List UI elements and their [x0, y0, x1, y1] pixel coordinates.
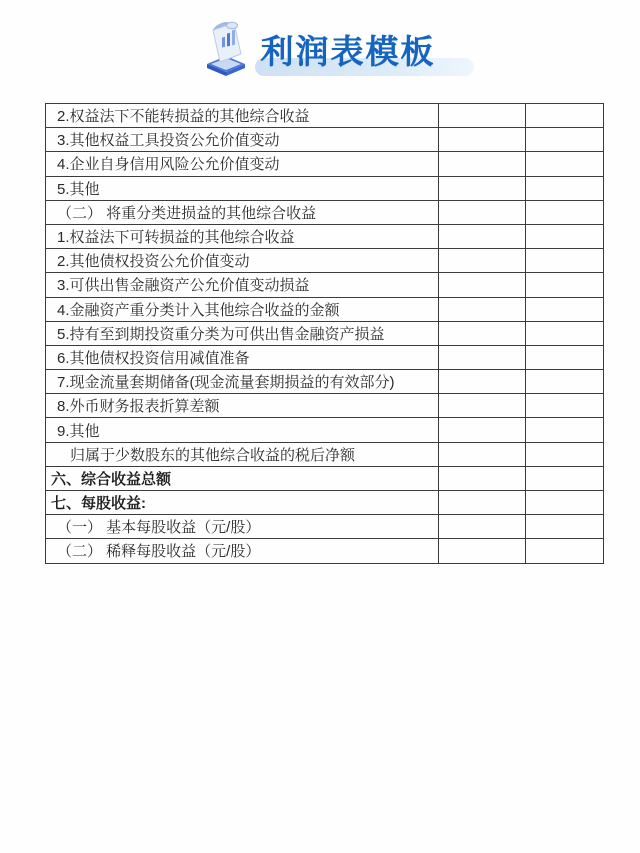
page-title: 利润表模板 — [260, 32, 436, 70]
value-cell-col2 — [526, 539, 604, 563]
item-label-cell: 4.金融资产重分类计入其他综合收益的金额 — [46, 297, 439, 321]
value-cell-col1 — [439, 321, 526, 345]
item-label-cell: 7.现金流量套期储备(现金流量套期损益的有效部分) — [46, 370, 439, 394]
income-statement-table — [45, 103, 604, 564]
value-cell-col1 — [439, 152, 526, 176]
value-cell-col1 — [439, 104, 526, 128]
value-cell-col2 — [526, 345, 604, 369]
item-label-cell: 4.企业自身信用风险公允价值变动 — [46, 152, 439, 176]
value-cell-col2 — [526, 200, 604, 224]
table-row — [46, 418, 604, 442]
table-row — [46, 152, 604, 176]
value-cell-col2 — [526, 176, 604, 200]
item-label-cell: 6.其他债权投资信用减值准备 — [46, 345, 439, 369]
table-row — [46, 466, 604, 490]
table-row — [46, 176, 604, 200]
table-row — [46, 297, 604, 321]
table-row — [46, 539, 604, 563]
value-cell-col1 — [439, 466, 526, 490]
table-row — [46, 515, 604, 539]
value-cell-col2 — [526, 394, 604, 418]
value-cell-col2 — [526, 442, 604, 466]
value-cell-col1 — [439, 176, 526, 200]
value-cell-col1 — [439, 273, 526, 297]
header-group — [201, 18, 440, 76]
value-cell-col1 — [439, 370, 526, 394]
table-row — [46, 345, 604, 369]
table-row — [46, 200, 604, 224]
value-cell-col1 — [439, 345, 526, 369]
value-cell-col2 — [526, 224, 604, 248]
value-cell-col1 — [439, 394, 526, 418]
table-body — [46, 104, 604, 564]
table-row — [46, 128, 604, 152]
value-cell-col2 — [526, 466, 604, 490]
value-cell-col1 — [439, 200, 526, 224]
item-label-cell: 2.其他债权投资公允价值变动 — [46, 249, 439, 273]
value-cell-col1 — [439, 491, 526, 515]
table-row — [46, 442, 604, 466]
item-label-cell: 3.其他权益工具投资公允价值变动 — [46, 128, 439, 152]
table-row — [46, 321, 604, 345]
item-label-cell: 归属于少数股东的其他综合收益的税后净额 — [46, 442, 439, 466]
item-label-cell: 9.其他 — [46, 418, 439, 442]
item-label-cell: 8.外币财务报表折算差额 — [46, 394, 439, 418]
item-label-cell: 3.可供出售金融资产公允价值变动损益 — [46, 273, 439, 297]
value-cell-col2 — [526, 104, 604, 128]
value-cell-col2 — [526, 418, 604, 442]
value-cell-col2 — [526, 297, 604, 321]
value-cell-col2 — [526, 273, 604, 297]
item-label-cell: （二） 将重分类进损益的其他综合收益 — [46, 200, 439, 224]
value-cell-col1 — [439, 224, 526, 248]
table-row — [46, 370, 604, 394]
table-row — [46, 249, 604, 273]
table-row — [46, 104, 604, 128]
value-cell-col2 — [526, 249, 604, 273]
table-row — [46, 491, 604, 515]
item-label-cell: 5.其他 — [46, 176, 439, 200]
item-label-cell: （一） 基本每股收益（元/股） — [46, 515, 439, 539]
value-cell-col2 — [526, 128, 604, 152]
table-row — [46, 224, 604, 248]
value-cell-col1 — [439, 249, 526, 273]
item-label-cell: 5.持有至到期投资重分类为可供出售金融资产损益 — [46, 321, 439, 345]
value-cell-col1 — [439, 442, 526, 466]
item-label-cell: （二） 稀释每股收益（元/股） — [46, 539, 439, 563]
document-chart-icon — [201, 18, 251, 76]
value-cell-col1 — [439, 128, 526, 152]
value-cell-col2 — [526, 491, 604, 515]
value-cell-col2 — [526, 152, 604, 176]
item-label-cell: 2.权益法下不能转损益的其他综合收益 — [46, 104, 439, 128]
value-cell-col2 — [526, 370, 604, 394]
value-cell-col1 — [439, 297, 526, 321]
page-header — [0, 18, 640, 76]
item-label-cell: 1.权益法下可转损益的其他综合收益 — [46, 224, 439, 248]
title-banner — [261, 34, 440, 76]
value-cell-col2 — [526, 515, 604, 539]
value-cell-col1 — [439, 539, 526, 563]
item-label-cell: 六、综合收益总额 — [46, 466, 439, 490]
value-cell-col1 — [439, 515, 526, 539]
table-row — [46, 394, 604, 418]
value-cell-col2 — [526, 321, 604, 345]
value-cell-col1 — [439, 418, 526, 442]
table-row — [46, 273, 604, 297]
item-label-cell: 七、每股收益: — [46, 491, 439, 515]
